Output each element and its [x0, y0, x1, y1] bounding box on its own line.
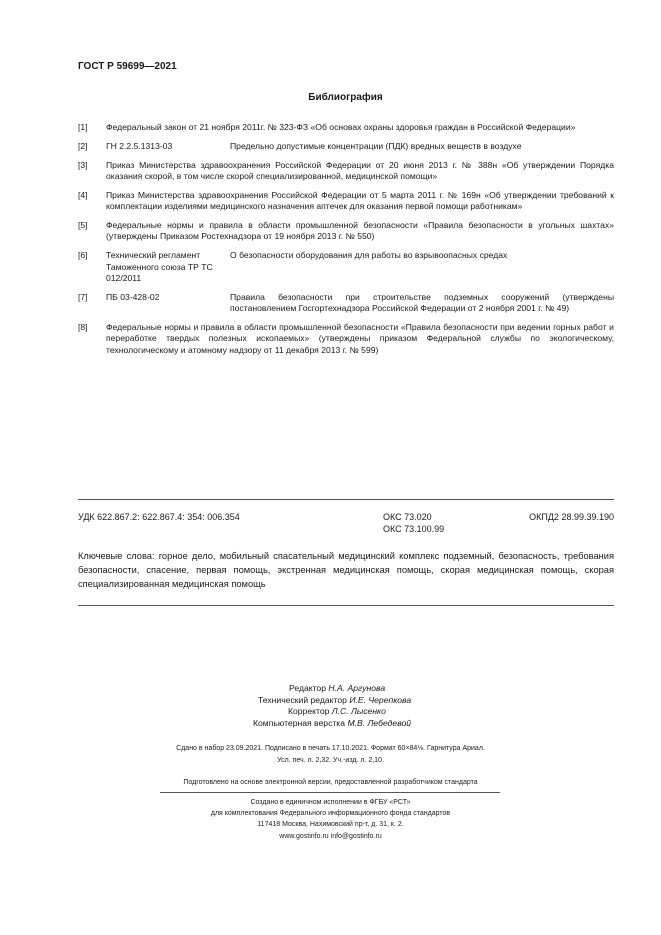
- ref-code: ПБ 03-428-02: [106, 291, 160, 302]
- ref-text: Федеральные нормы и правила в области промышленной безопасности «Правила безопасности в угольных шахтах» (утверждены Приказом Ростехнадзора от 19 ноября 2013 г. № 550): [106, 220, 614, 242]
- bibliography-item: [78, 292, 614, 315]
- ref-number: [3]: [78, 159, 88, 170]
- publisher-line-3: 117418 Москва, Нахимовский пр-т, д. 31, к. 2.: [257, 821, 404, 829]
- oks-codes: [383, 511, 444, 535]
- document-code: ГОСТ Р 59699—2021: [78, 61, 177, 72]
- ref-number: [2]: [78, 140, 88, 151]
- bibliography-title: Библиография: [308, 92, 383, 103]
- oks-code-1: ОКС 73.020: [383, 512, 432, 522]
- ref-text: Предельно допустимые концентрации (ПДК) вредных веществ в воздухе: [230, 140, 522, 151]
- divider-bottom: [78, 605, 614, 606]
- bibliography-item: [78, 141, 614, 152]
- credit-layout: Компьютерная верстка М.В. Лебедевой: [253, 717, 412, 728]
- ref-number: [7]: [78, 291, 88, 302]
- bibliography-item: [78, 190, 614, 213]
- print-details-2: Усл. печ. л. 2,32. Уч.-изд. л. 2,10.: [277, 757, 384, 764]
- credit-corrector: Корректор Л.С. Лысенко: [288, 706, 386, 716]
- ref-text: Правила безопасности при строительстве подземных сооружений (утверждены постановлением Госгортехнадзора Российской Федерации от 2 ноября 2001 г. № 49): [230, 291, 614, 314]
- credits: [0, 683, 661, 729]
- udk-code: УДК 622.867.2: 622.867.4: 354: 006.354: [78, 512, 240, 522]
- keywords: Ключевые слова: горное дело, мобильный спасательный медицинский комплекс подземный, безопасность, требования безопасности, спасение, первая помощь, экстренная медицинская помощь, скорая медицинская помощь, скорая специализированная медицинская помощь: [78, 551, 614, 589]
- ref-number: [5]: [78, 220, 88, 231]
- ref-text: Приказ Министерства здравоохранения Российской Федерации от 20 июня 2013 г. № 388н «Об утверждении Порядка оказания скорой, в том числе скорой специализированной, медицинской помощи»: [106, 159, 614, 182]
- bibliography-item: [78, 250, 614, 284]
- oks-code-2: ОКС 73.100.99: [383, 524, 445, 534]
- credit-editor: Редактор Н.А. Аргунова: [289, 683, 386, 693]
- bibliography-item: [78, 220, 614, 243]
- ref-text: О безопасности оборудования для работы во взрывоопасных средах: [230, 250, 508, 261]
- publisher-line-4: www.gostinfo.ru info@gostinfo.ru: [279, 832, 382, 840]
- divider-imprint: [160, 792, 500, 793]
- ref-text: Федеральный закон от 21 ноября 2011г. № 323-ФЗ «Об основах охраны здоровья граждан в Российской Федерации»: [106, 122, 576, 132]
- ref-text: Приказ Министерства здравоохранения Российской Федерации от 5 марта 2011 г. № 169н «Об утверждении требований к комплектации изделиями медицинского назначения аптечек для оказания первой помощи работникам»: [106, 189, 614, 212]
- bibliography-item: [78, 122, 614, 133]
- bibliography-item: [78, 322, 614, 356]
- publisher-line-1: Создано в единичном исполнении в ФГБУ «РСТ»: [250, 799, 411, 806]
- ref-code: Технический регламент Таможенного союза ТР ТС 012/2011: [106, 250, 213, 283]
- ref-text: Федеральные нормы и правила в области промышленной безопасности «Правила безопасности при ведении горных работ и переработке твердых полезных ископаемых» (утверждены приказом Федеральной службы по экологическому, технологическому и атомному надзору от 11 декабря 2013 г. № 599): [106, 322, 614, 355]
- ref-code: ГН 2.2.5.1313-03: [106, 140, 173, 151]
- bibliography-list: [78, 122, 614, 364]
- publisher-line-2: для комплектования Федерального информационного фонда стандартов: [210, 810, 451, 818]
- divider-top: [78, 499, 614, 500]
- credit-tech-editor: Технический редактор И.Е. Черепкова: [258, 694, 412, 705]
- publisher-info: [0, 797, 661, 842]
- bibliography-item: [78, 160, 614, 183]
- okpd-code: ОКПД2 28.99.39.190: [529, 512, 614, 522]
- ref-number: [6]: [78, 250, 88, 261]
- ref-number: [4]: [78, 189, 88, 200]
- ref-number: [8]: [78, 322, 88, 333]
- prepared-note: Подготовлено на основе электронной версии, предоставленной разработчиком стандарта: [183, 779, 478, 786]
- print-details-1: Сдано в набор 23.09.2021. Подписано в печать 17.10.2021. Формат 60×84⅛. Гарнитура Ариал.: [176, 745, 485, 752]
- ref-number: [1]: [78, 122, 88, 132]
